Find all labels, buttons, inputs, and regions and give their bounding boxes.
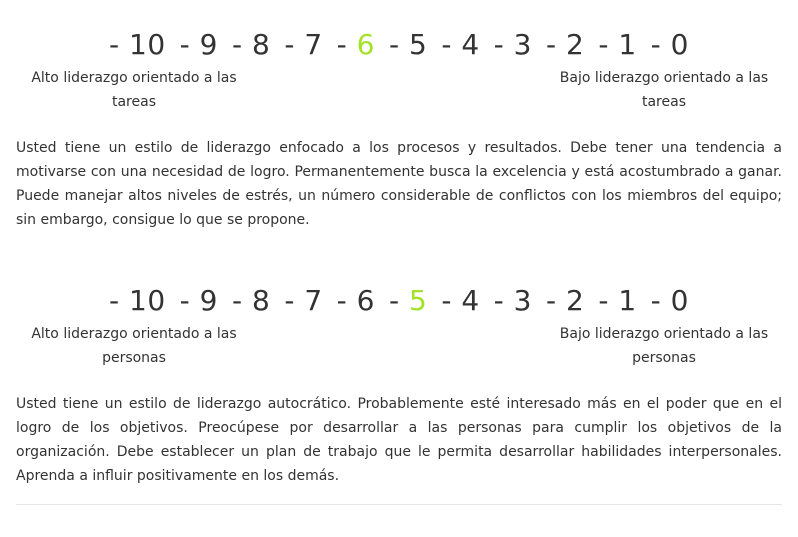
scale-left-label: Alto liderazgo orientado a las personas <box>31 326 237 366</box>
scale-value: - 0 <box>650 283 689 317</box>
scale-value: - 10 <box>109 283 166 317</box>
scale-value <box>337 28 375 61</box>
scale-value: - 7 <box>284 27 323 61</box>
scale-right-label: Bajo liderazgo orientado a las tareas <box>559 70 769 110</box>
scale-value: - 2 <box>545 27 585 61</box>
scale-value: - 1 <box>598 27 637 61</box>
scale-value: - 8 <box>232 27 271 61</box>
leadership-scale <box>16 24 782 64</box>
scale-dash: - <box>336 27 357 61</box>
scale-labels <box>16 322 782 378</box>
scale-right-label: Bajo liderazgo orientado a las personas <box>559 326 769 366</box>
result-description: Usted tiene un estilo de liderazgo autocrático. Probablemente esté interesado más en el poder que en el logro de los objetivos. Preocúpese por desarrollar a las personas para cumplir los objetivos de la organización. Debe establecer un plan de trabajo que le permita desarrollar habilidades interpersonales. Aprenda a influir positivamente en los demás. <box>16 396 782 484</box>
scale-value: - 6 <box>336 283 375 317</box>
scale-value: - 3 <box>493 283 532 317</box>
result-description: Usted tiene un estilo de liderazgo enfocado a los procesos y resultados. Debe tener una tendencia a motivarse con una necesidad de logro. Permanentemente busca la excelencia y está acostumbrado a ganar. Puede manejar altos niveles de estrés, un número considerable de conflictos con los miembros del equipo; sin embargo, consigue lo que se propone. <box>16 140 782 228</box>
leadership-scale <box>16 280 782 320</box>
scale-value: - 8 <box>232 283 271 317</box>
scale-value: - 1 <box>598 283 637 317</box>
scale-dash: - <box>388 283 409 317</box>
scale-value: - 9 <box>179 283 218 317</box>
result-section-tasks <box>16 24 782 246</box>
scale-value: - 10 <box>109 27 166 61</box>
scale-value: - 5 <box>389 27 428 61</box>
scale-value: - 3 <box>493 27 532 61</box>
divider <box>16 504 782 505</box>
scale-value-selected: 5 <box>409 283 428 317</box>
scale-value-selected: 6 <box>356 27 375 61</box>
result-section-people <box>16 280 782 502</box>
scale-value <box>389 284 427 317</box>
scale-value: - 7 <box>284 283 323 317</box>
scale-left-label: Alto liderazgo orientado a las tareas <box>31 70 237 110</box>
scale-value: - 2 <box>545 283 585 317</box>
scale-value: - 0 <box>650 27 689 61</box>
scale-labels <box>16 66 782 122</box>
scale-value: - 9 <box>179 27 218 61</box>
scale-value: - 4 <box>441 283 480 317</box>
scale-value: - 4 <box>441 27 480 61</box>
